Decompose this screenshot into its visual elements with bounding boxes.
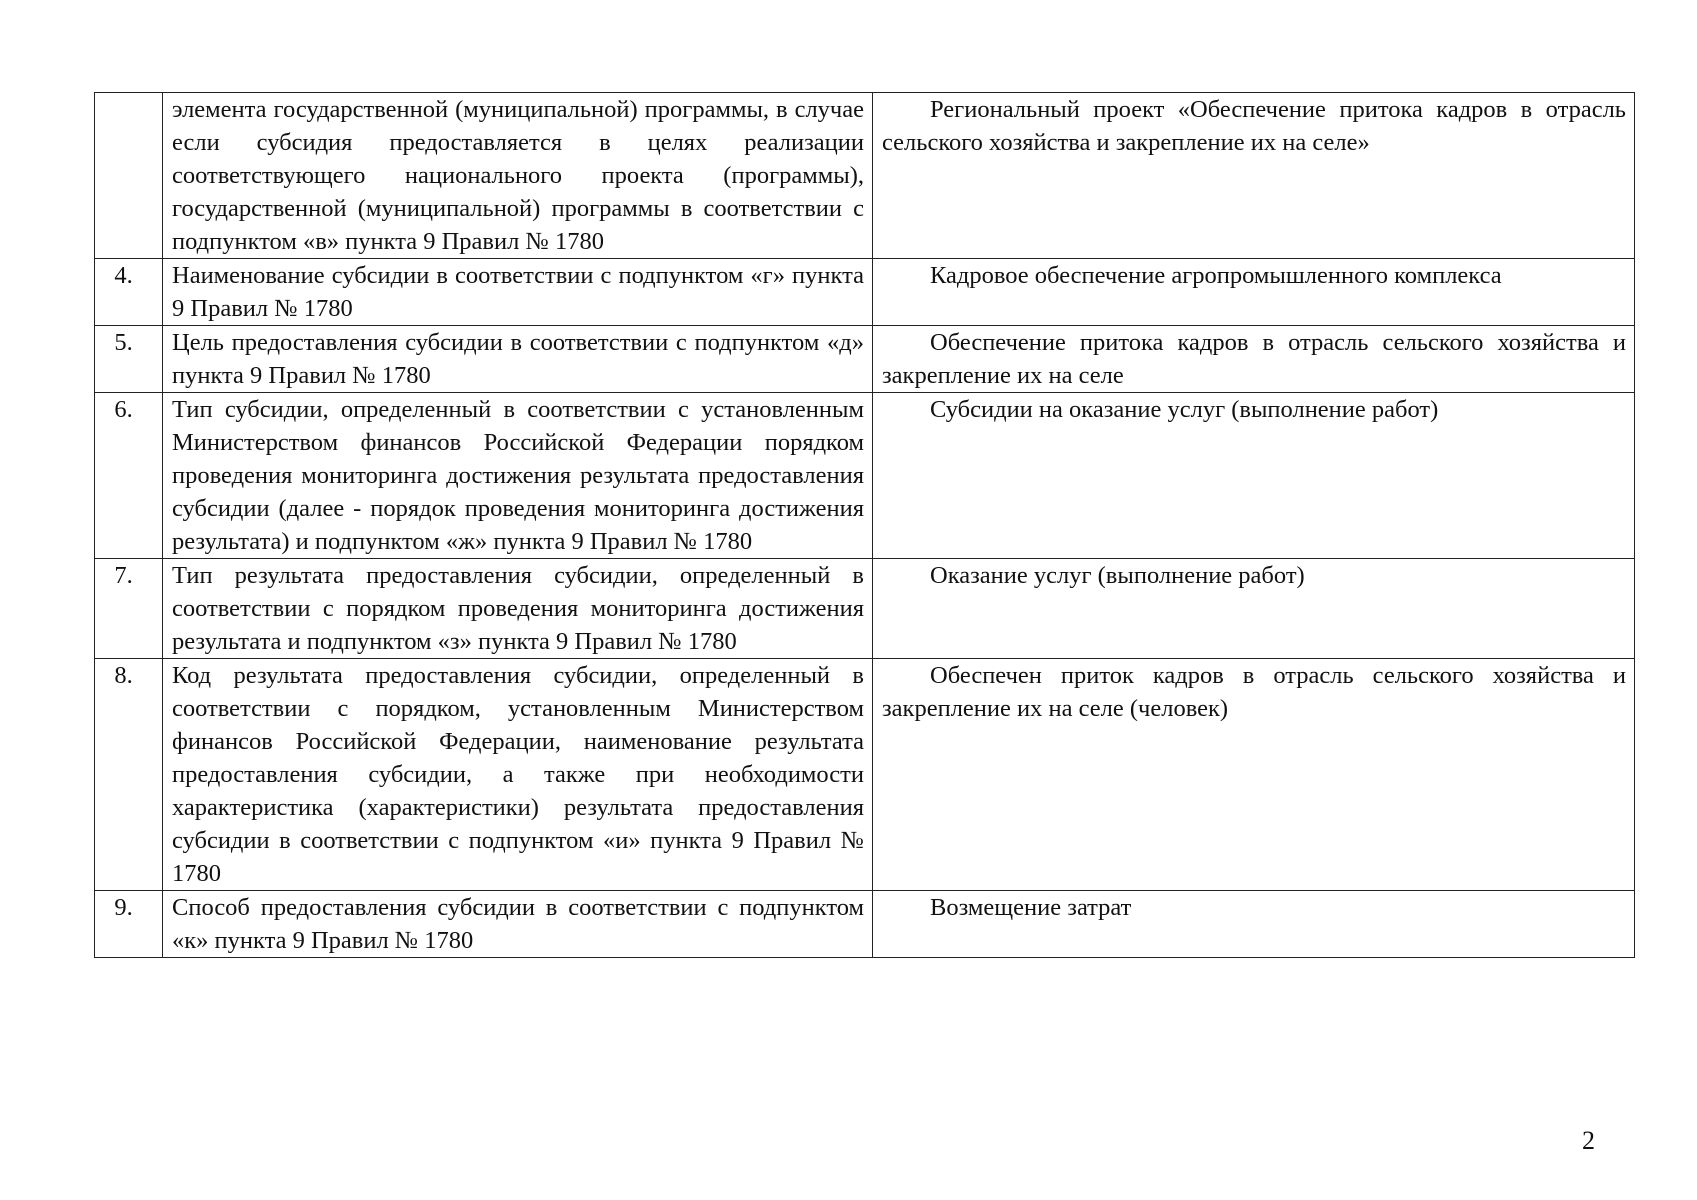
row-parameter: Наименование субсидии в соответствии с подпунктом «г» пункта 9 Правил № 1780: [163, 259, 873, 326]
row-value: Обеспечение притока кадров в отрасль сельского хозяйства и закрепление их на селе: [873, 326, 1635, 393]
table-row: [95, 891, 1635, 958]
row-number: 9.: [95, 891, 163, 958]
subsidy-info-table: [94, 92, 1635, 958]
row-number: 7.: [95, 559, 163, 659]
table-row: [95, 93, 1635, 259]
row-parameter: элемента государственной (муниципальной) программы, в случае если субсидия предоставляется в целях реализации соответствующего национального проекта (программы), государственной (муниципальной) программы в соответствии с подпунктом «в» пункта 9 Правил № 1780: [163, 93, 873, 259]
row-value: Субсидии на оказание услуг (выполнение работ): [873, 393, 1635, 559]
row-value: Региональный проект «Обеспечение притока кадров в отрасль сельского хозяйства и закрепление их на селе»: [873, 93, 1635, 259]
page-number: 2: [1582, 1126, 1595, 1155]
row-parameter: Способ предоставления субсидии в соответствии с подпунктом «к» пункта 9 Правил № 1780: [163, 891, 873, 958]
row-value: Оказание услуг (выполнение работ): [873, 559, 1635, 659]
row-number: 5.: [95, 326, 163, 393]
table-row: [95, 259, 1635, 326]
row-value: Обеспечен приток кадров в отрасль сельского хозяйства и закрепление их на селе (человек): [873, 659, 1635, 891]
row-number: 4.: [95, 259, 163, 326]
row-parameter: Тип субсидии, определенный в соответствии с установленным Министерством финансов Российской Федерации порядком проведения мониторинга достижения результата предоставления субсидии (далее - порядок проведения мониторинга достижения результата) и подпунктом «ж» пункта 9 Правил № 1780: [163, 393, 873, 559]
row-value: Кадровое обеспечение агропромышленного комплекса: [873, 259, 1635, 326]
table-row: [95, 326, 1635, 393]
row-parameter: Цель предоставления субсидии в соответствии с подпунктом «д» пункта 9 Правил № 1780: [163, 326, 873, 393]
row-parameter: Тип результата предоставления субсидии, определенный в соответствии с порядком проведения мониторинга достижения результата и подпунктом «з» пункта 9 Правил № 1780: [163, 559, 873, 659]
row-number: 6.: [95, 393, 163, 559]
row-number: 8.: [95, 659, 163, 891]
row-parameter: Код результата предоставления субсидии, определенный в соответствии с порядком, установленным Министерством финансов Российской Федерации, наименование результата предоставления субсидии, а также при необходимости характеристика (характеристики) результата предоставления субсидии в соответствии с подпунктом «и» пункта 9 Правил № 1780: [163, 659, 873, 891]
table-row: [95, 659, 1635, 891]
row-number: [95, 93, 163, 259]
table-row: [95, 559, 1635, 659]
table-row: [95, 393, 1635, 559]
row-value: Возмещение затрат: [873, 891, 1635, 958]
